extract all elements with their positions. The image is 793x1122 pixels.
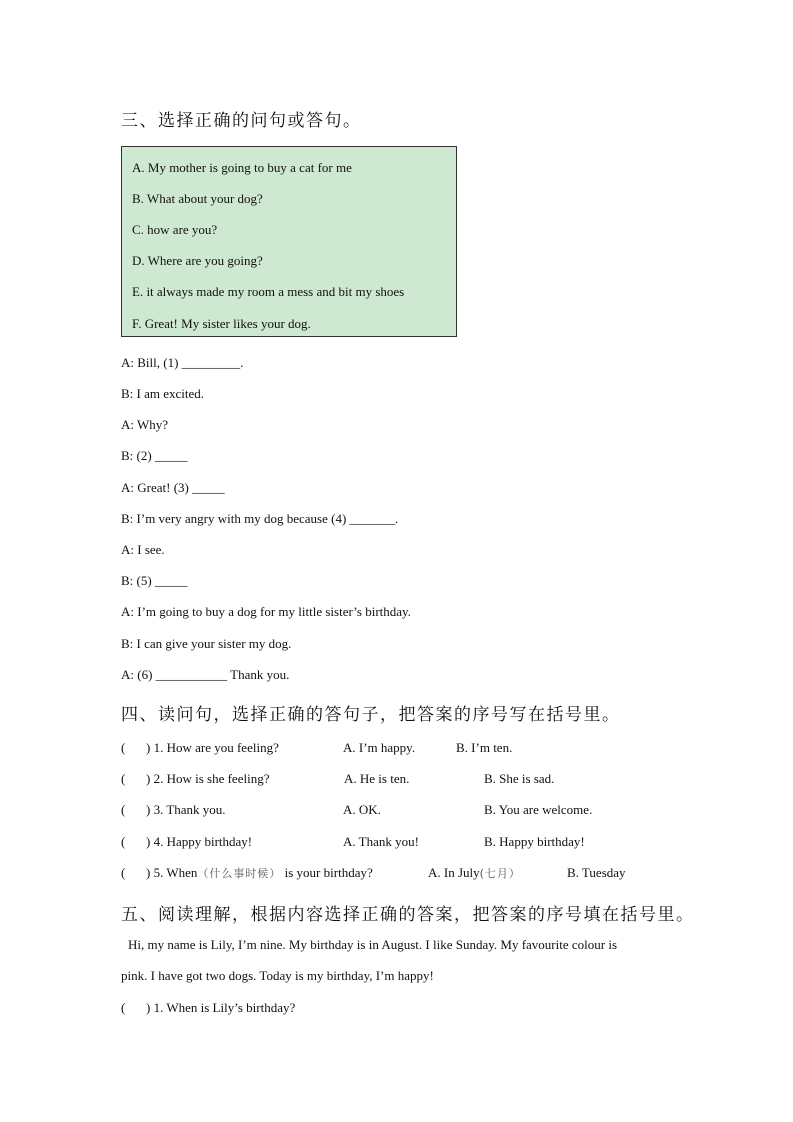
passage-line-2: pink. I have got two dogs. Today is my birthday, I’m happy! (121, 968, 434, 983)
dialogue-line-9: A: I’m going to buy a dog for my little sister’s birthday. (121, 604, 411, 619)
choice-4-5-a-text: A. In July (428, 865, 480, 880)
dialogue-line-5: A: Great! (3) _____ (121, 480, 225, 495)
option-e: E. it always made my room a mess and bit my shoes (132, 284, 405, 299)
question-4-2: ) 2. How is she feeling? (146, 771, 270, 786)
question-4-5-chinese: （什么事时候） (197, 867, 282, 880)
answer-paren-4: ( (121, 834, 126, 849)
section4-heading: 四、读问句，选择正确的答句子，把答案的序号写在括号里。 (121, 705, 621, 725)
option-a: A. My mother is going to buy a cat for me (132, 160, 352, 175)
dialogue-line-11: A: (6) ___________ Thank you. (121, 667, 290, 682)
question-4-1: ) 1. How are you feeling? (146, 740, 279, 755)
question-4-5 (146, 865, 373, 881)
choice-4-5-a-chinese: (七月） (479, 867, 521, 880)
answer-paren-5-1: ( (121, 1000, 126, 1015)
answer-paren-3: ( (121, 802, 126, 817)
question-4-5-pre: ) 5. When (146, 865, 198, 880)
question-4-4: ) 4. Happy birthday! (146, 834, 253, 849)
choice-4-4-b: B. Happy birthday! (484, 834, 585, 849)
choice-4-2-b: B. She is sad. (484, 771, 555, 786)
option-f: F. Great! My sister likes your dog. (132, 316, 311, 331)
dialogue-line-8: B: (5) _____ (121, 573, 188, 588)
dialogue-line-3: A: Why? (121, 417, 169, 432)
answer-paren-2: ( (121, 771, 126, 786)
answer-paren-5: ( (121, 865, 126, 880)
dialogue-line-10: B: I can give your sister my dog. (121, 636, 292, 651)
question-4-3: ) 3. Thank you. (146, 802, 226, 817)
dialogue-line-6: B: I’m very angry with my dog because (4) _______. (121, 511, 399, 526)
dialogue-line-7: A: I see. (121, 542, 165, 557)
question-4-5-post: is your birthday? (284, 865, 373, 880)
option-d: D. Where are you going? (132, 253, 263, 268)
choice-4-3-b: B. You are welcome. (484, 802, 593, 817)
answer-paren-1: ( (121, 740, 126, 755)
dialogue-line-2: B: I am excited. (121, 386, 205, 401)
choice-4-1-b: B. I’m ten. (456, 740, 513, 755)
section3-heading: 三、选择正确的问句或答句。 (121, 111, 362, 131)
choice-4-4-a: A. Thank you! (343, 834, 419, 849)
choice-4-3-a: A. OK. (343, 802, 381, 817)
section5-heading: 五、阅读理解，根据内容选择正确的答案，把答案的序号填在括号里。 (121, 905, 695, 925)
question-5-1: ) 1. When is Lily’s birthday? (146, 1000, 296, 1015)
choice-4-5-b: B. Tuesday (567, 865, 626, 880)
option-b: B. What about your dog? (132, 191, 263, 206)
dialogue-line-4: B: (2) _____ (121, 448, 188, 463)
option-c: C. how are you? (132, 222, 218, 237)
choice-4-5-a (428, 865, 521, 881)
choice-4-1-a: A. I’m happy. (343, 740, 416, 755)
passage-line-1: Hi, my name is Lily, I’m nine. My birthday is in August. I like Sunday. My favourite colour is (128, 937, 618, 952)
options-box (121, 146, 457, 337)
choice-4-2-a: A. He is ten. (344, 771, 410, 786)
dialogue-line-1: A: Bill, (1) _________. (121, 355, 244, 370)
